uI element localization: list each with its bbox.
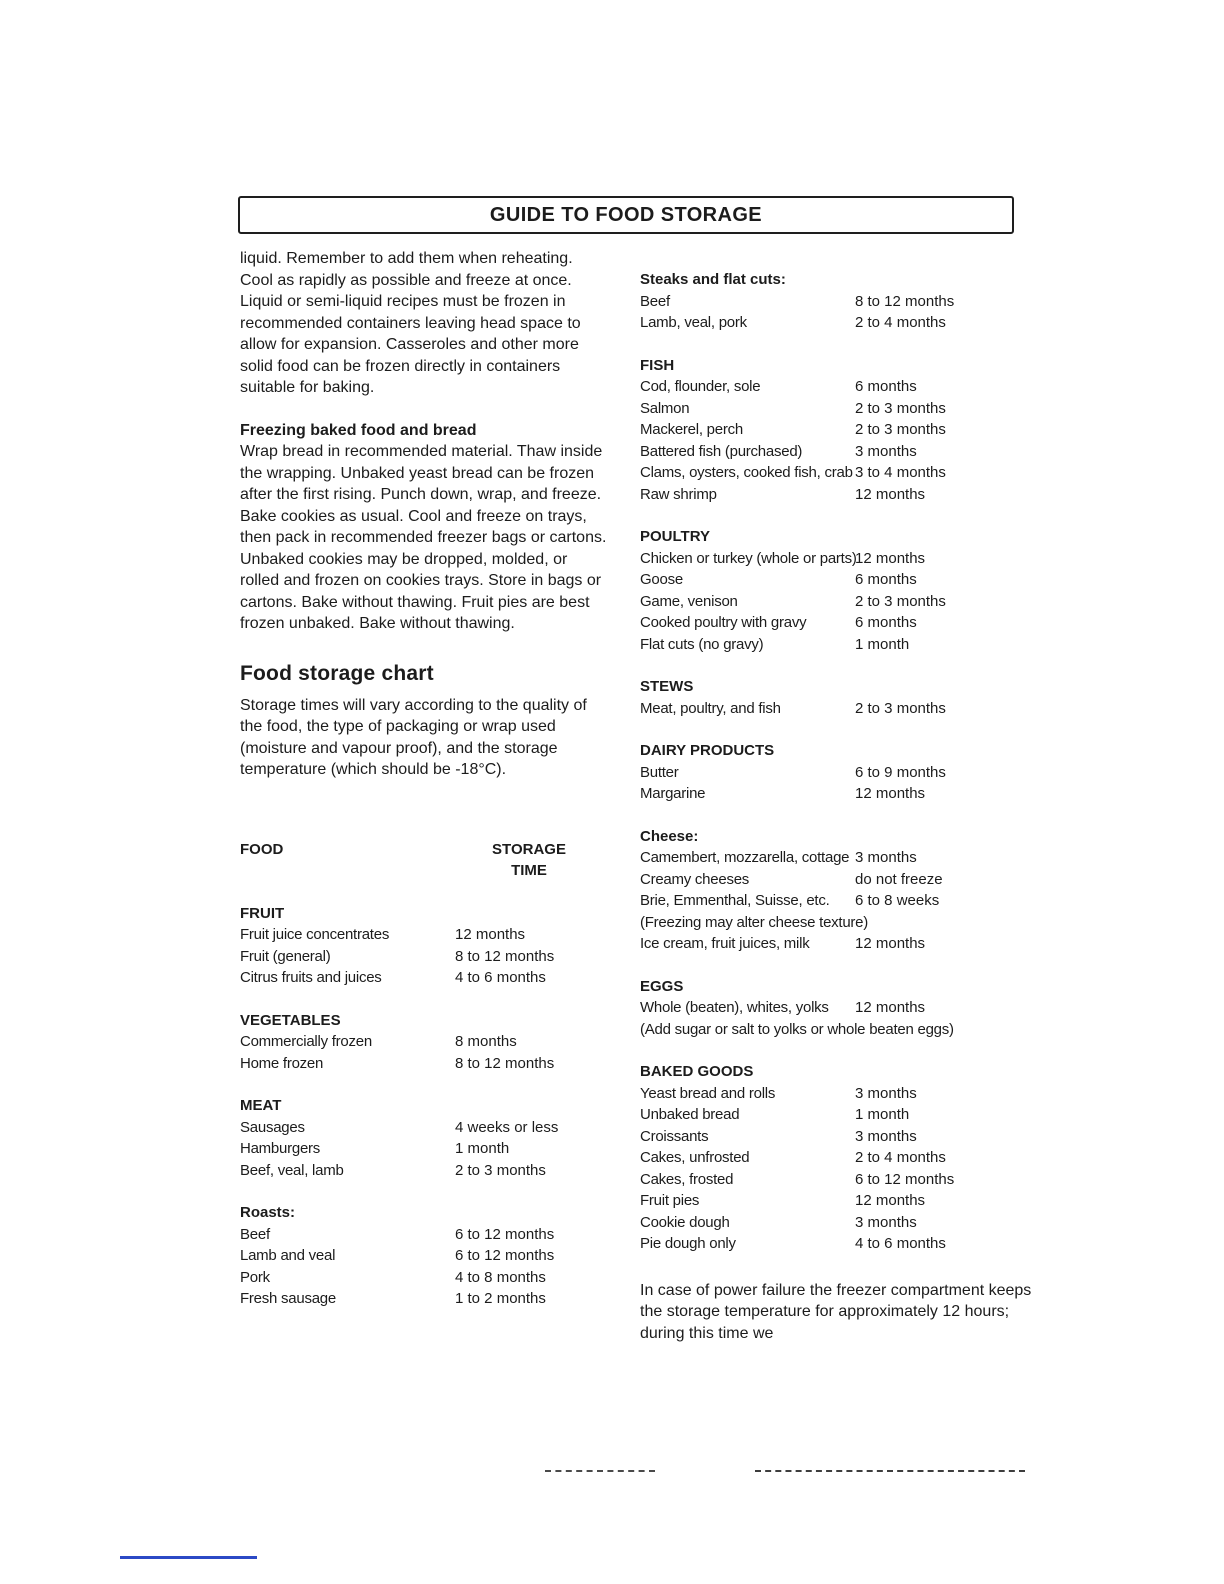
section-rows: [640, 847, 1032, 955]
section-heading: FISH: [640, 356, 675, 374]
table-section: [640, 826, 1032, 955]
row-label: Cakes, unfrosted: [640, 1149, 750, 1166]
section-rows: [640, 762, 1032, 805]
section-heading: Roasts:: [240, 1204, 296, 1221]
table-row: [240, 1245, 608, 1267]
row-label: Cookie dough: [640, 1213, 730, 1231]
table-row: [640, 612, 1032, 634]
row-label: Cod, flounder, sole: [640, 378, 761, 395]
table-row: [640, 376, 1032, 398]
left-column: [240, 248, 608, 1310]
row-time: 1 to 2 months: [455, 1290, 546, 1307]
section-rows: [640, 1083, 1032, 1255]
food-storage-chart-heading: Food storage chart: [240, 661, 434, 685]
section-rows: [640, 376, 1032, 505]
row-label: Pork: [240, 1268, 270, 1286]
row-label: Citrus fruits and juices: [240, 969, 382, 986]
table-row: [640, 462, 1032, 484]
row-time: [855, 912, 1032, 934]
table-row: [640, 698, 1032, 720]
footer-blue-line: [120, 1556, 257, 1559]
table-row: [240, 946, 608, 968]
row-time: 8 months: [455, 1033, 517, 1050]
right-storage-table: [640, 269, 1032, 1255]
table-row: [640, 1190, 1032, 1212]
row-time: 2 to 3 months: [855, 399, 946, 417]
chart-intro-paragraph: Storage times will vary according to the quality of the food, the type of packaging or wrap used (moisture and vapour proof), and the storage temperature (which should be -18°C).: [240, 696, 587, 778]
table-section: [640, 740, 1032, 805]
row-label: Cooked poultry with gravy: [640, 614, 807, 631]
row-time: 3 months: [855, 1127, 917, 1145]
intro-paragraph: liquid. Remember to add them when reheating. Cool as rapidly as possible and freeze at once. Liquid or semi-liquid recipes must be frozen in recommended containers leaving head space to allow for expansion. Casseroles and other more solid food can be frozen directly in containers suitable for baking.: [240, 250, 581, 396]
table-row: [640, 997, 1032, 1019]
table-row: [640, 933, 1032, 955]
table-row: [640, 890, 1032, 912]
row-time: 8 to 12 months: [455, 1054, 555, 1072]
table-row: [640, 1212, 1032, 1234]
table-row: [640, 591, 1032, 613]
table-row: [240, 1288, 608, 1310]
row-label: Mackerel, perch: [640, 421, 743, 438]
freezing-paragraph-2: Bake cookies as usual. Cool and freeze on trays, then pack in recommended freezer bags or cartons. Unbaked cookies may be dropped, molded, or rolled and frozen on cookies trays. Store in bags or cartons. Bake without thawing. Fruit pies are best frozen unbaked. Bake without thawing.: [240, 507, 607, 632]
row-label: Commercially frozen: [240, 1033, 372, 1050]
page-title-box: [238, 196, 1014, 234]
row-label: Lamb and veal: [240, 1247, 336, 1264]
row-time: 2 to 4 months: [855, 314, 946, 331]
row-time: do not freeze: [855, 870, 943, 888]
row-label: Flat cuts (no gravy): [640, 635, 764, 653]
row-time: 4 to 6 months: [455, 969, 546, 986]
row-label: Beef: [240, 1225, 270, 1243]
row-label: Sausages: [240, 1118, 305, 1136]
row-time: 12 months: [455, 926, 526, 943]
row-label: Game, venison: [640, 592, 738, 610]
storage-time-header-line2: TIME: [511, 862, 547, 879]
section-heading: MEAT: [240, 1097, 282, 1114]
freezing-paragraph-1: Wrap bread in recommended material. Thaw inside the wrapping. Unbaked yeast bread can be frozen after the first rising. Punch down, wrap, and freeze.: [240, 443, 603, 503]
row-time: 3 months: [855, 1213, 917, 1231]
row-time: 1 month: [855, 635, 910, 653]
row-time: 3 to 4 months: [855, 464, 946, 481]
row-label: Butter: [640, 763, 679, 781]
table-row: [640, 312, 1032, 334]
row-label: Fruit juice concentrates: [240, 926, 390, 943]
row-label: Lamb, veal, pork: [640, 314, 747, 331]
table-row: [640, 569, 1032, 591]
power-failure-paragraph: In case of power failure the freezer compartment keeps the storage temperature for approximately 12 hours; during this time we: [640, 1281, 1032, 1342]
table-row: [640, 847, 1032, 869]
section-heading: FRUIT: [240, 904, 285, 922]
row-time: 8 to 12 months: [855, 292, 955, 310]
row-time: 12 months: [855, 999, 926, 1016]
row-time: 3 months: [855, 442, 917, 460]
row-label: Yeast bread and rolls: [640, 1084, 776, 1102]
table-section: [640, 269, 1032, 334]
row-time: 3 months: [855, 849, 917, 866]
table-section: [640, 355, 1032, 506]
row-label: Fruit pies: [640, 1192, 700, 1209]
right-column: [640, 248, 1032, 1344]
table-row: [640, 869, 1032, 891]
section-heading: POULTRY: [640, 528, 710, 545]
table-section: [240, 1095, 608, 1181]
row-time: 12 months: [855, 1192, 926, 1209]
section-rows: [240, 1031, 608, 1074]
table-row: [640, 1083, 1032, 1105]
table-row: [640, 912, 1032, 934]
row-time: 12 months: [855, 785, 926, 802]
row-label: Whole (beaten), whites, yolks: [640, 999, 829, 1016]
row-time: 6 to 9 months: [855, 763, 946, 781]
row-time: 1 month: [455, 1140, 510, 1157]
page-title: GUIDE TO FOOD STORAGE: [489, 203, 763, 226]
row-label: Unbaked bread: [640, 1106, 740, 1123]
row-label: Croissants: [640, 1127, 709, 1145]
left-storage-table: [240, 903, 608, 1310]
row-time: 12 months: [855, 935, 926, 952]
storage-time-header-line1: STORAGE: [492, 840, 566, 858]
row-time: 12 months: [855, 549, 926, 567]
table-row: [640, 783, 1032, 805]
table-section: [240, 903, 608, 989]
table-row: [640, 548, 1032, 570]
table-section: [640, 1061, 1032, 1255]
row-label: Fresh sausage: [240, 1290, 336, 1307]
table-row: [240, 967, 608, 989]
row-time: 6 to 12 months: [455, 1225, 555, 1243]
row-label: (Freezing may alter cheese texture): [640, 913, 869, 931]
section-heading: STEWS: [640, 678, 694, 695]
section-rows: [240, 924, 608, 989]
row-label: Home frozen: [240, 1054, 324, 1072]
table-column-headers: [240, 839, 608, 882]
table-row: [240, 1031, 608, 1053]
row-time: 1 month: [855, 1106, 910, 1123]
section-heading: Cheese:: [640, 827, 699, 845]
row-label: Pie dough only: [640, 1235, 736, 1252]
row-time: 4 to 8 months: [455, 1268, 546, 1286]
table-row: [240, 1267, 608, 1289]
section-heading: VEGETABLES: [240, 1011, 341, 1029]
table-row: [640, 762, 1032, 784]
table-section: [240, 1010, 608, 1075]
food-column-header: FOOD: [240, 840, 284, 858]
table-row: [640, 419, 1032, 441]
table-section: [640, 976, 1032, 1041]
row-label: Creamy cheeses: [640, 870, 750, 888]
row-time: 2 to 3 months: [855, 421, 946, 438]
dashed-divider-left: [545, 1470, 655, 1472]
table-row: [640, 484, 1032, 506]
table-row: [640, 1233, 1032, 1255]
row-time: 12 months: [855, 485, 926, 503]
section-rows: [640, 548, 1032, 656]
table-section: [240, 1202, 608, 1310]
section-heading: Steaks and flat cuts:: [640, 271, 786, 288]
row-time: 6 months: [855, 378, 917, 395]
row-label: Cakes, frosted: [640, 1170, 734, 1188]
row-time: 8 to 12 months: [455, 947, 555, 965]
table-section: [640, 676, 1032, 719]
row-label: Hamburgers: [240, 1140, 321, 1157]
row-time: 2 to 3 months: [855, 699, 946, 717]
row-time: 2 to 3 months: [455, 1161, 546, 1179]
table-row: [240, 1053, 608, 1075]
section-heading: EGGS: [640, 977, 684, 995]
table-row: [240, 1117, 608, 1139]
row-label: Meat, poultry, and fish: [640, 699, 781, 717]
row-label: (Add sugar or salt to yolks or whole beaten eggs): [640, 1020, 954, 1038]
row-time: 6 to 8 weeks: [855, 892, 940, 909]
table-row: [640, 291, 1032, 313]
row-time: 6 months: [855, 571, 917, 588]
row-time: 2 to 3 months: [855, 592, 946, 610]
table-row: [240, 1160, 608, 1182]
row-label: Margarine: [640, 785, 706, 802]
table-row: [640, 441, 1032, 463]
section-rows: [240, 1224, 608, 1310]
table-row: [640, 634, 1032, 656]
table-row: [640, 1147, 1032, 1169]
row-time: 3 months: [855, 1084, 917, 1102]
table-row: [640, 1104, 1032, 1126]
row-label: Brie, Emmenthal, Suisse, etc.: [640, 892, 830, 909]
row-time: 6 to 12 months: [455, 1247, 555, 1264]
table-section: [640, 526, 1032, 655]
row-label: Fruit (general): [240, 947, 331, 965]
table-row: [240, 1138, 608, 1160]
section-rows: [240, 1117, 608, 1182]
section-heading: DAIRY PRODUCTS: [640, 742, 775, 759]
row-time: 2 to 4 months: [855, 1149, 946, 1166]
table-row: [640, 1126, 1032, 1148]
row-label: Raw shrimp: [640, 485, 717, 503]
row-label: Goose: [640, 571, 683, 588]
table-row: [640, 1019, 1032, 1041]
row-label: Battered fish (purchased): [640, 442, 803, 460]
row-label: Salmon: [640, 399, 690, 417]
row-label: Clams, oysters, cooked fish, crab: [640, 464, 853, 481]
row-time: 4 weeks or less: [455, 1118, 559, 1136]
row-label: Beef: [640, 292, 670, 310]
section-rows: [640, 291, 1032, 334]
section-rows: [640, 997, 1032, 1040]
row-time: 6 months: [855, 614, 917, 631]
row-label: Beef, veal, lamb: [240, 1161, 344, 1179]
table-row: [640, 1169, 1032, 1191]
row-label: Camembert, mozzarella, cottage: [640, 849, 850, 866]
row-label: Ice cream, fruit juices, milk: [640, 935, 810, 952]
row-time: 6 to 12 months: [855, 1170, 955, 1188]
freezing-heading: Freezing baked food and bread: [240, 421, 477, 439]
section-heading: BAKED GOODS: [640, 1063, 754, 1080]
table-row: [640, 398, 1032, 420]
table-row: [240, 1224, 608, 1246]
row-time: 4 to 6 months: [855, 1235, 946, 1252]
table-row: [240, 924, 608, 946]
dashed-divider-right: [755, 1470, 1025, 1472]
storage-time-column-header: [489, 839, 569, 882]
row-time: [855, 1019, 1032, 1041]
section-rows: [640, 698, 1032, 720]
row-label: Chicken or turkey (whole or parts): [640, 549, 857, 567]
